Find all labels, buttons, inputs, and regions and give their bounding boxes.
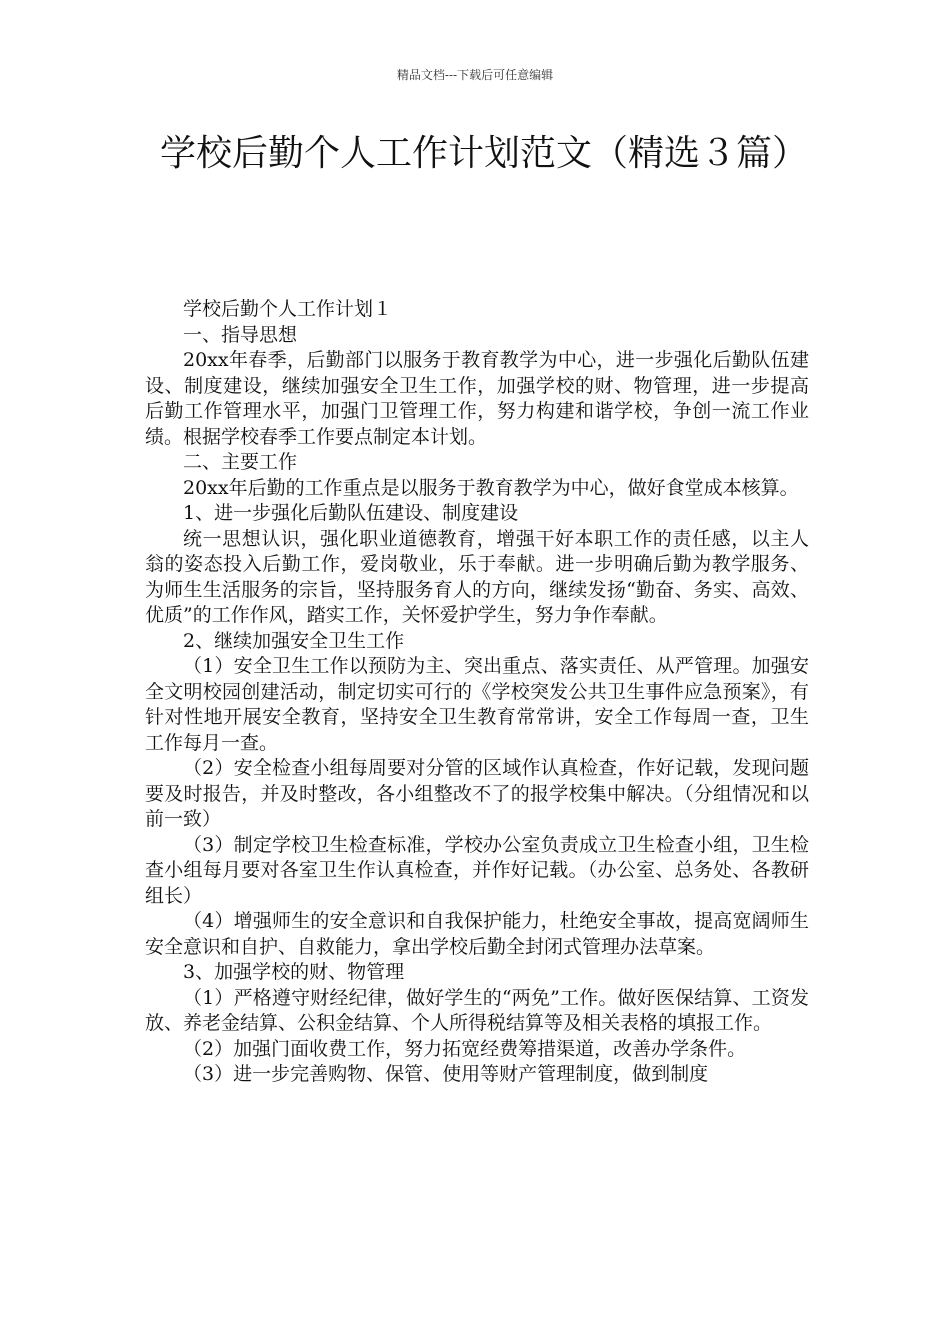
- paragraph: （4）增强师生的安全意识和自我保护能力，杜绝安全事故，提高宽阔师生安全意识和自护、自救能力，拿出学校后勤全封闭式管理办法草案。: [145, 910, 809, 958]
- document-title: 学校后勤个人工作计划范文（精选３篇）: [160, 133, 809, 174]
- paragraph: （1）安全卫生工作以预防为主、突出重点、落实责任、从严管理。加强安全文明校园创建活动，制定切实可行的《学校突发公共卫生事件应急预案》，有针对性地开展安全教育，坚持安全卫生教育常常讲，安全工作每周一查，卫生工作每月一查。: [145, 655, 809, 754]
- section-title: 学校后勤个人工作计划１: [183, 298, 393, 320]
- subheading: 3、加强学校的财、物管理: [183, 961, 405, 983]
- paragraph: （1）严格遵守财经纪律，做好学生的“两免”工作。做好医保结算、工资发放、养老金结算、公积金结算、个人所得税结算等及相关表格的填报工作。: [145, 986, 809, 1034]
- heading-main-work: 二、主要工作: [183, 451, 298, 473]
- paragraph: 20xx年后勤的工作重点是以服务于教育教学为中心，做好食堂成本核算。: [183, 476, 799, 499]
- paragraph: （2）安全检查小组每周要对分管的区域作认真检查，作好记载，发现问题要及时报告，并及时整改，各小组整改不了的报学校集中解决。（分组情况和以前一致）: [145, 757, 809, 830]
- subheading: 2、继续加强安全卫生工作: [183, 629, 405, 652]
- header-note: 精品文档---下载后可任意编辑: [396, 68, 554, 82]
- paragraph: 统一思想认识，强化职业道德教育，增强干好本职工作的责任感，以主人翁的姿态投入后勤工作，爱岗敬业，乐于奉献。进一步明确后勤为教学服务、为师生生活服务的宗旨，坚持服务育人的方向，继续发扬“勤奋、务实、高效、优质”的工作作风，踏实工作，关怀爱护学生，努力争作奉献。: [145, 527, 809, 626]
- paragraph: 20xx年春季，后勤部门以服务于教育教学为中心，进一步强化后勤队伍建设、制度建设，继续加强安全卫生工作，加强学校的财、物管理，进一步提高后勤工作管理水平，加强门卫管理工作，努力构建和谐学校，争创一流工作业绩。根据学校春季工作要点制定本计划。: [145, 349, 809, 448]
- subheading: 1、进一步强化后勤队伍建设、制度建设: [183, 502, 519, 524]
- paragraph: （2）加强门面收费工作，努力拓宽经费筹措渠道，改善办学条件。: [183, 1037, 747, 1060]
- paragraph: （3）进一步完善购物、保管、使用等财产管理制度，做到制度: [183, 1063, 709, 1085]
- paragraph: （3）制定学校卫生检查标准，学校办公室负责成立卫生检查小组，卫生检查小组每月要对各室卫生作认真检查，并作好记载。（办公室、总务处、各教研组长）: [145, 833, 809, 907]
- document-body: [145, 297, 809, 1088]
- heading-guiding-ideology: 一、指导思想: [183, 323, 298, 346]
